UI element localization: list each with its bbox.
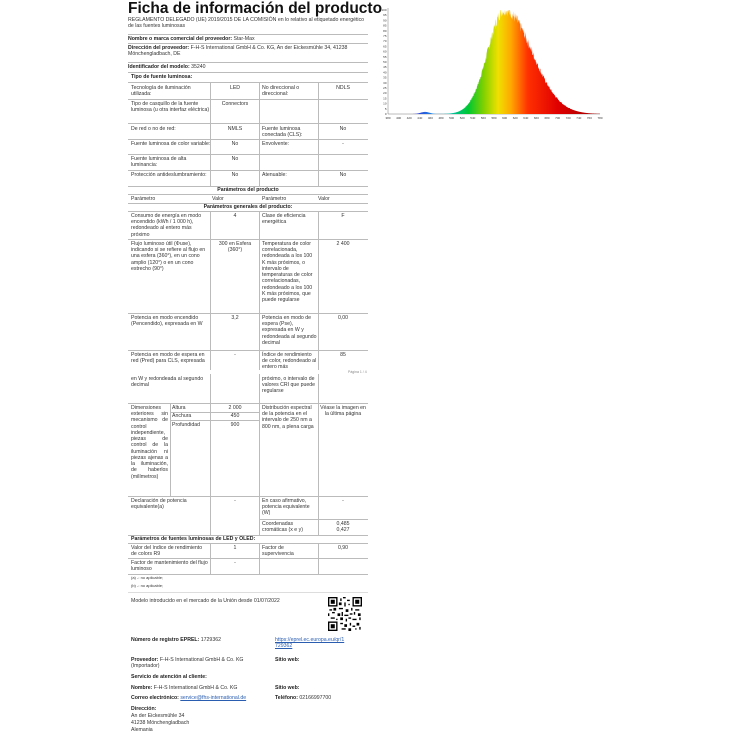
x-tick-label: 680	[544, 116, 550, 120]
x-tick-label: 440	[417, 116, 423, 120]
y-tick-label: 95	[383, 13, 387, 18]
equiv-row-value: -	[342, 498, 344, 504]
regulation-text: REGLAMENTO DELEGADO (UE) 2019/2015 DE LA COMISIÓN en lo relativo al etiquetado energético de las fuentes luminosas	[128, 17, 365, 30]
email-row	[131, 695, 246, 701]
params-section-title: Parámetros del producto	[217, 187, 279, 193]
supplier-value: F-H-S International GmbH & Co. KG, An der Eickesmühle 34, 41238 Mönchengladbach, DE	[128, 45, 348, 58]
y-tick-label: 40	[383, 70, 387, 75]
type-row-value: LED	[229, 85, 241, 91]
eprel-row	[131, 637, 221, 643]
eprel-qr-code[interactable]	[328, 597, 362, 631]
x-tick-label: 780	[597, 116, 603, 120]
eprel-value: 1729362	[200, 637, 221, 643]
x-tick-label: 720	[565, 116, 571, 120]
type-row-value: No	[231, 172, 239, 178]
email-label: Correo electrónico:	[131, 695, 179, 701]
x-tick-label: 660	[533, 116, 539, 120]
footnote-mark: (a)	[131, 575, 136, 580]
brand-value: Star-Max	[233, 36, 255, 42]
type-row-label: Tipo de casquillo de la fuente luminosa (u otra interfaz eléctrica)	[131, 101, 210, 114]
chromatic-value: 0,485 0,427	[336, 521, 350, 534]
y-tick-label: 65	[383, 44, 387, 49]
dims-label: Dimensiones exteriores sin mecanismo de control independiente, piezas de control de la iluminación ni piezas ajenas a la iluminación, de haberlos (milímetros)	[131, 405, 168, 480]
x-tick-label: 740	[576, 116, 582, 120]
y-tick-label: 50	[383, 60, 387, 64]
led-row-value: 0,90	[337, 545, 349, 551]
y-tick-label: 35	[383, 75, 387, 80]
general-row-value: 0,00	[337, 315, 349, 321]
type-row-value: NMLS	[227, 126, 243, 132]
x-tick-label: 620	[512, 116, 518, 120]
website-label: Sitio web:	[275, 657, 300, 663]
chromatic-label: Coordenadas cromáticas (x e y)	[262, 521, 303, 534]
phone-label: Teléfono:	[275, 695, 298, 701]
dims-name: Altura	[172, 405, 186, 411]
x-tick-label: 700	[555, 116, 561, 120]
y-tick-label: 55	[383, 54, 387, 59]
general-row-value: 3,2	[231, 315, 239, 321]
x-tick-label: 500	[449, 116, 455, 120]
type-row-value: -	[342, 141, 344, 147]
dims-name: Profundidad	[172, 422, 200, 428]
footnote-text: -: no aplicable;	[137, 583, 164, 588]
spectral-label: Distribución espectral de la potencia en el intervalo de 250 nm a 800 nm, a plena carga	[262, 405, 314, 430]
type-row-label: Fuente luminosa conectada (CLS):	[262, 126, 303, 139]
general-row-value: F	[341, 213, 345, 219]
type-section-title: Tipo de fuente luminosa:	[131, 74, 193, 80]
footnote-mark: (b)	[131, 583, 136, 588]
x-tick-label: 540	[470, 116, 476, 120]
y-tick-label: 5	[384, 106, 387, 111]
general-cont-label: próximo, o intervalo de valores CRI que puede regularse	[262, 376, 316, 395]
general-section-title: Parámetros generales del producto:	[203, 204, 293, 210]
x-tick-label: 520	[459, 116, 465, 120]
website2-label: Sitio web:	[275, 685, 300, 691]
general-cont-label: en W y redondeada al segundo decimal	[131, 376, 204, 389]
led-row-label: Valor del índice de rendimiento de colors R9	[131, 545, 203, 558]
spectral-value: Véase la imagen en la última página	[320, 405, 366, 418]
x-tick-label: 400	[396, 116, 402, 120]
market-text: Modelo introducido en el mercado de la Unión desde 01/07/2022	[131, 598, 280, 604]
general-row-value: 2 400	[336, 241, 350, 247]
address-line: An der Eickesmühle 34	[131, 713, 185, 719]
general-row-label: Potencia en modo de espera en red (Pred) para CLS, expresada	[131, 352, 205, 365]
footnote	[131, 576, 163, 581]
name-value: F-H-S International GmbH & Co. KG	[153, 685, 238, 691]
type-row-label: Envolvente:	[262, 141, 290, 147]
spectrum-curve	[388, 10, 600, 114]
y-tick-label: 45	[383, 65, 387, 70]
service-heading: Servicio de atención al cliente:	[131, 674, 207, 680]
y-tick-label: 75	[383, 34, 387, 38]
general-row-label: Índice de rendimiento de color, redondeado al entero más	[262, 352, 317, 371]
general-row-label: Potencia en modo encendido (Pencendido), expresada en W	[131, 315, 203, 328]
equiv-row-label: Declaración de potencia equivalente(a)	[131, 498, 187, 511]
equiv-row-value: -	[234, 498, 236, 504]
dims-name: Anchura	[172, 413, 192, 419]
type-row-label: No direccional o direccional:	[262, 85, 300, 98]
spectral-distribution-chart	[380, 4, 610, 124]
page-number: Página 1 / 4	[348, 370, 367, 374]
type-row-value: Connectors	[221, 101, 249, 107]
x-tick-label: 600	[502, 116, 508, 120]
model-row	[128, 64, 368, 70]
supplier-row	[128, 45, 368, 57]
led-row-value: 1	[233, 545, 237, 551]
dims-value: 900	[230, 422, 240, 428]
y-tick-label: 10	[383, 101, 387, 106]
params-header-value: Valor	[212, 196, 224, 202]
y-tick-label: 70	[383, 39, 387, 44]
params-header-param: Parámetro	[262, 196, 287, 202]
type-row-label: Tecnología de iluminación utilizada:	[131, 85, 191, 98]
x-tick-label: 640	[523, 116, 529, 120]
address-label: Dirección:	[131, 706, 157, 712]
address-line: 41238 Mönchengladbach	[131, 720, 190, 726]
led-row-label: Factor de supervivencia	[262, 545, 294, 558]
name-label: Nombre:	[131, 685, 153, 691]
supplier2-row	[131, 657, 271, 669]
y-tick-label: 60	[383, 49, 387, 54]
y-tick-label: 15	[383, 96, 387, 101]
params-header-value: Valor	[318, 196, 330, 202]
x-tick-label: 460	[427, 116, 433, 120]
type-row-value: NDLS	[336, 85, 350, 91]
y-tick-label: 100	[381, 8, 387, 12]
y-tick-label: 30	[383, 80, 387, 85]
x-tick-label: 420	[406, 116, 412, 120]
type-row-label: De red o no de red:	[131, 126, 176, 132]
brand-label: Nombre o marca comercial del proveedor:	[128, 36, 233, 42]
phone-row	[275, 695, 331, 701]
eprel-label: Número de registro EPREL:	[131, 637, 200, 643]
supplier2-value: F-H-S International GmbH & Co. KG (Importador)	[131, 657, 244, 670]
phone-value: 02166997700	[299, 695, 332, 701]
footnote-text: -: no aplicable;	[137, 575, 164, 580]
model-value: 35240	[191, 64, 206, 70]
name-row	[131, 685, 237, 691]
general-row-value: 85	[340, 352, 346, 358]
general-row-value: 4	[233, 213, 237, 219]
led-section-title: Parámetros de fuentes luminosas de LED y OLED:	[131, 536, 256, 542]
led-row-label: Factor de mantenimiento del flujo luminoso	[131, 560, 208, 573]
led-row-value: -	[234, 560, 236, 566]
general-row-label: Consumo de energía en modo encendido (kWh / 1 000 h), redondeado al entero más próximo	[131, 213, 202, 238]
x-tick-label: 480	[438, 116, 444, 120]
type-row-value: No	[231, 141, 239, 147]
general-row-label: Flujo luminoso útil (Φuse), indicando si se refiere al flujo en una esfera (360°), en un cono amplio (120°) o en un cono estrecho (90°)	[131, 241, 206, 272]
type-row-value: No	[231, 156, 239, 162]
y-tick-label: 0	[384, 112, 387, 116]
type-row-value: No	[339, 172, 347, 178]
y-tick-label: 90	[383, 18, 387, 23]
y-tick-label: 85	[383, 23, 387, 28]
type-row-label: Fuente luminosa de color variable:	[131, 141, 211, 147]
email-link[interactable]: service@fhs-international.de	[180, 695, 247, 701]
type-row-label: Fuente luminosa de alta luminancia:	[131, 156, 187, 169]
address-line: Alemania	[131, 727, 153, 733]
x-tick-label: 380	[385, 116, 391, 120]
general-row-value: 300 en Esfera (360°)	[218, 241, 252, 254]
general-row-label: Temperatura de color correlacionada, redondeada a los 100 K más próximos, o intervalo de temperaturas de color correlacionadas, redondeado a los 100 K más próximos, que puede regularse	[262, 241, 313, 304]
type-row-value: No	[339, 126, 347, 132]
general-row-label: Potencia en modo de espera (Pse), expresada en W y redondeada al segundo decimal	[262, 315, 317, 346]
x-tick-label: 560	[480, 116, 486, 120]
y-tick-label: 25	[383, 86, 387, 90]
footnote	[131, 584, 163, 589]
y-tick-label: 80	[383, 28, 387, 33]
equiv-row-label: En caso afirmativo, potencia equivalente (W)	[262, 498, 310, 517]
x-tick-label: 760	[586, 116, 592, 120]
dims-value: 2 000	[228, 405, 242, 411]
dims-value: 450	[230, 413, 240, 419]
y-tick-label: 20	[383, 91, 387, 96]
brand-row	[128, 36, 368, 42]
eprel-link[interactable]: https://eprel.ec.europa.eu/qr/1729362	[275, 637, 345, 650]
model-label: Identificador del modelo:	[128, 64, 190, 70]
type-row-label: Protección antideslumbramiento:	[131, 172, 207, 178]
page-title: Ficha de información del producto	[128, 0, 383, 17]
general-row-value: -	[234, 352, 236, 358]
general-row-label: Clase de eficiencia energética	[262, 213, 306, 226]
x-tick-label: 580	[491, 116, 497, 120]
type-row-label: Atenuable:	[262, 172, 287, 178]
supplier2-label: Proveedor:	[131, 657, 159, 663]
params-header-param: Parámetro	[131, 196, 156, 202]
supplier-label: Dirección del proveedor:	[128, 45, 190, 51]
